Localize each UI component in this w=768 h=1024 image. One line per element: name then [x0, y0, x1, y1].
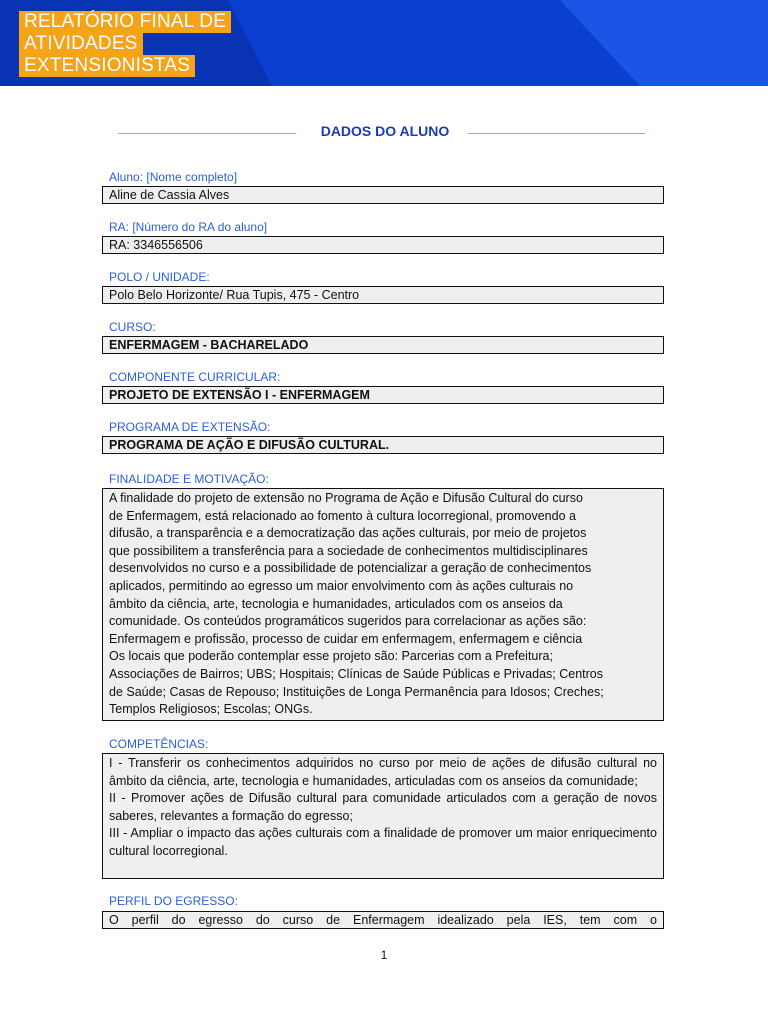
finalidade-line: Associações de Bairros; UBS; Hospitais; Clínicas de Saúde Públicas e Privadas; Centros — [109, 666, 603, 681]
finalidade-line: de Saúde; Casas de Repouso; Instituições de Longa Permanência para Idosos; Creches; — [109, 684, 604, 699]
perfil-label: PERFIL DO EGRESSO: — [109, 894, 238, 908]
componente-label: COMPONENTE CURRICULAR: — [109, 370, 281, 384]
competencia-item: III - Ampliar o impacto das ações culturais com a finalidade de promover um maior enriquecimento cultural locorregional. — [109, 826, 657, 858]
finalidade-line: Os locais que poderão contemplar esse projeto são: Parcerias com a Prefeitura; — [109, 649, 553, 664]
competencias-field[interactable] — [102, 753, 664, 879]
finalidade-line: Templos Religiosos; Escolas; ONGs. — [109, 702, 313, 717]
report-title-line-2: ATIVIDADES — [19, 33, 143, 55]
finalidade-label: FINALIDADE E MOTIVAÇÃO: — [109, 472, 269, 486]
ra-field[interactable]: RA: 3346556506 — [102, 236, 664, 254]
competencias-label: COMPETÊNCIAS: — [109, 737, 209, 751]
finalidade-line: A finalidade do projeto de extensão no Programa de Ação e Difusão Cultural do curso — [109, 491, 583, 505]
polo-label: POLO / UNIDADE: — [109, 270, 210, 284]
aluno-label: Aluno: [Nome completo] — [109, 170, 238, 184]
header-banner — [0, 0, 768, 86]
perfil-field[interactable]: O perfil do egresso do curso de Enfermagem idealizado pela IES, tem com o — [102, 911, 664, 929]
report-title-line-1: RELATÓRIO FINAL DE — [19, 11, 231, 33]
page-number: 1 — [380, 948, 388, 962]
polo-field[interactable]: Polo Belo Horizonte/ Rua Tupis, 475 - Centro — [102, 286, 664, 304]
section-title: DADOS DO ALUNO — [320, 123, 450, 139]
section-divider-left — [118, 133, 296, 134]
finalidade-line: aplicados, permitindo ao egresso um maior envolvimento com às ações culturais no — [109, 578, 574, 593]
finalidade-line: que possibilitem a transferência para a sociedade de conhecimentos multidisciplinares — [109, 543, 588, 558]
ra-label: RA: [Número do RA do aluno] — [109, 220, 268, 234]
componente-field[interactable]: PROJETO DE EXTENSÃO I - ENFERMAGEM — [102, 386, 664, 404]
finalidade-line: âmbito da ciência, arte, tecnologia e humanidades, articulados com os anseios da — [109, 596, 563, 611]
curso-field[interactable]: ENFERMAGEM - BACHARELADO — [102, 336, 664, 354]
finalidade-line: Enfermagem e profissão, processo de cuidar em enfermagem, enfermagem e ciência — [109, 631, 583, 646]
finalidade-line: difusão, a transparência e a democratização das ações culturais, por meio de projetos — [109, 526, 587, 541]
section-divider-right — [468, 133, 645, 134]
competencia-item: II - Promover ações de Difusão cultural para comunidade articulados com a geração de novos saberes, relevantes a formação do egresso; — [109, 791, 657, 823]
report-title-line-3: EXTENSIONISTAS — [19, 55, 195, 77]
finalidade-line: desenvolvidos no curso e a possibilidade de potencializar a geração de conhecimentos — [109, 561, 592, 576]
programa-field[interactable]: PROGRAMA DE AÇÃO E DIFUSÃO CULTURAL. — [102, 436, 664, 454]
finalidade-line: comunidade. Os conteúdos programáticos sugeridos para correlacionar as ações são: — [109, 614, 587, 629]
finalidade-line: de Enfermagem, está relacionado ao fomento à cultura locorregional, promovendo a — [109, 508, 576, 523]
aluno-field[interactable]: Aline de Cassia Alves — [102, 186, 664, 204]
curso-label: CURSO: — [109, 320, 156, 334]
competencia-item: I - Transferir os conhecimentos adquiridos no curso por meio de ações de difusão cultural no âmbito da ciência, arte, tecnologia e humanidades, articuladas com os anseios da comunidade; — [109, 756, 657, 788]
programa-label: PROGRAMA DE EXTENSÃO: — [109, 420, 271, 434]
finalidade-field[interactable] — [102, 488, 664, 721]
